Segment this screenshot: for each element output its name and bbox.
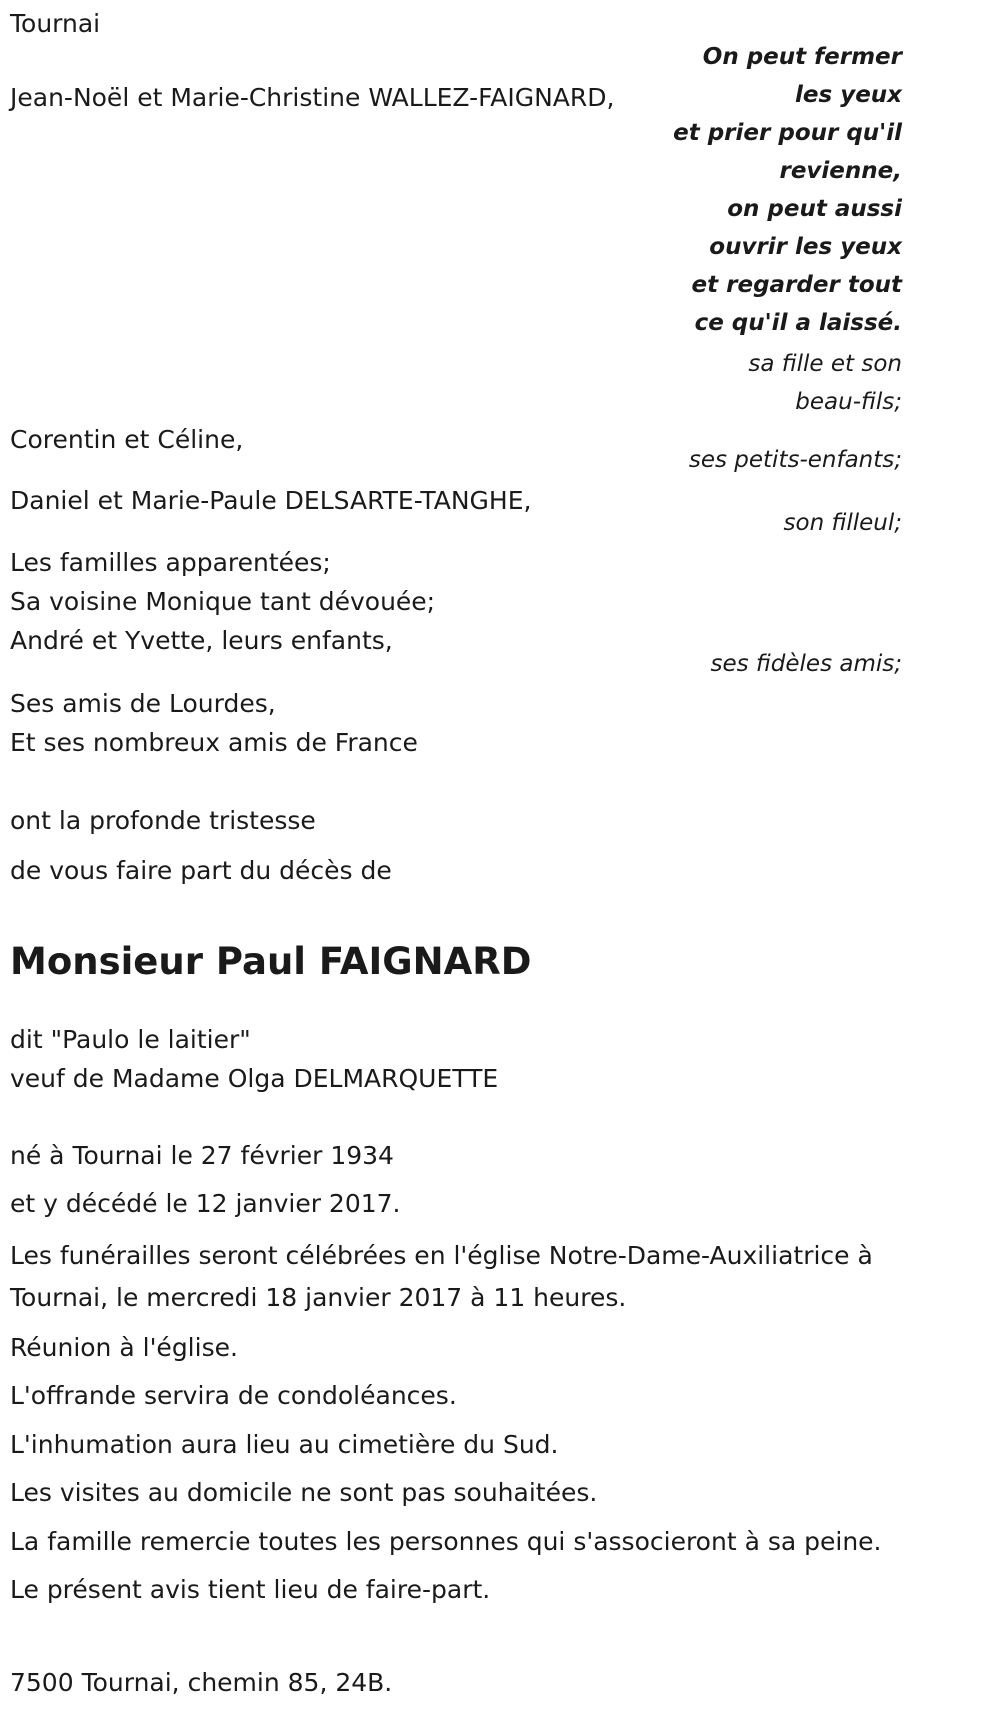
announcement-line-1: ont la profonde tristesse [10,806,316,835]
poem-line: et prier pour qu'il [673,120,902,146]
birth-info: né à Tournai le 27 février 1934 [10,1141,394,1170]
location-header: Tournai [10,9,101,38]
family-line-3: Daniel et Marie-Paule DELSARTE-TANGHE, [10,486,532,515]
family-line-4: Les familles apparentées; [10,548,331,577]
poem-line: On peut fermer [702,44,902,70]
family-line-6: André et Yvette, leurs enfants, [10,626,393,655]
poem-line: et regarder tout [691,272,902,298]
offering-info: L'offrande servira de condoléances. [10,1381,457,1410]
relation-label: sa fille et son [748,351,902,377]
poem-line: ce qu'il a laissé. [694,310,902,336]
poem-line: les yeux [795,82,902,108]
burial-info: L'inhumation aura lieu au cimetière du Sud. [10,1430,559,1459]
deceased-name: Monsieur Paul FAIGNARD [10,940,532,983]
poem-line: ouvrir les yeux [709,234,902,260]
meeting-info: Réunion à l'église. [10,1333,238,1362]
family-line-8: Et ses nombreux amis de France [10,728,418,757]
death-info: et y décédé le 12 janvier 2017. [10,1189,401,1218]
poem-line: revienne, [779,158,902,184]
thanks-info: La famille remercie toutes les personnes qui s'associeront à sa peine. [10,1527,882,1556]
relation-label-4: ses fidèles amis; [710,651,902,677]
family-line-5: Sa voisine Monique tant dévouée; [10,587,436,616]
deceased-nickname: dit "Paulo le laitier" [10,1025,251,1054]
announcement-line-2: de vous faire part du décès de [10,856,392,885]
poem-line: on peut aussi [727,196,902,222]
address: 7500 Tournai, chemin 85, 24B. [10,1668,393,1697]
funeral-info: Les funérailles seront célébrées en l'église Notre-Dame-Auxiliatrice à Tournai, le mercredi 18 janvier 2017 à 11 heures. [10,1241,873,1312]
poem [673,38,902,342]
relation-label-3: son filleul; [783,510,902,536]
relation-label-2: ses petits-enfants; [688,447,902,473]
family-line-7: Ses amis de Lourdes, [10,689,276,718]
family-line-2: Corentin et Céline, [10,425,244,454]
relation-label: beau-fils; [795,389,902,415]
family-line-1: Jean-Noël et Marie-Christine WALLEZ-FAIGNARD, [10,83,615,112]
relation-block-1 [748,345,902,421]
visits-info: Les visites au domicile ne sont pas souhaitées. [10,1478,598,1507]
notice-info: Le présent avis tient lieu de faire-part. [10,1575,491,1604]
deceased-widower: veuf de Madame Olga DELMARQUETTE [10,1064,499,1093]
